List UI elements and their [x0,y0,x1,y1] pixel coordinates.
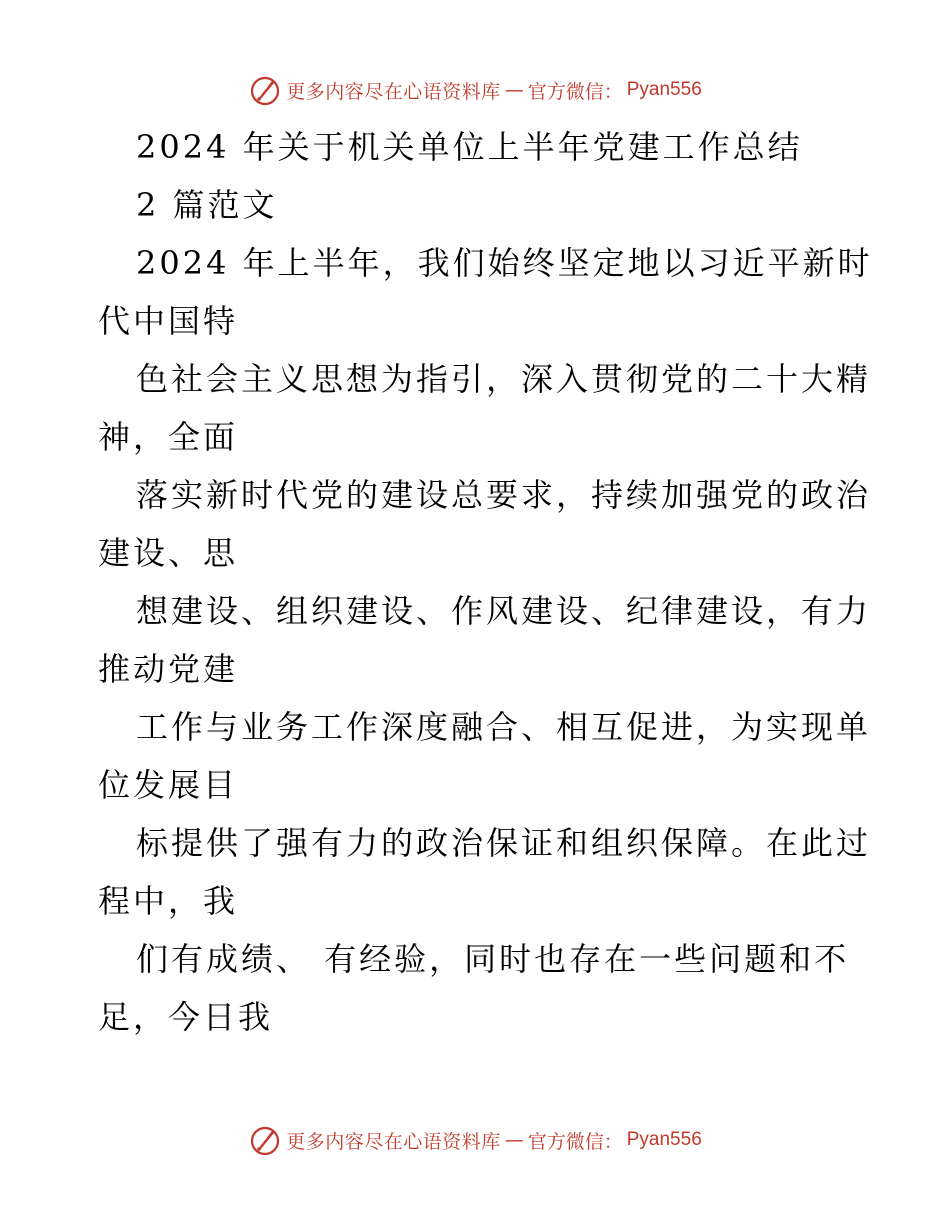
watermark-footer-inner [248,1123,702,1157]
watermark-header [0,70,950,110]
document-line: 代中国特 [98,302,239,340]
watermark-site-text: 更多内容尽在心语资料库 [286,1130,501,1153]
document-line: 2024 年上半年，我们始终坚定地以习近平新时 [136,244,873,282]
document-line: 2 篇范文 [136,186,278,224]
watermark-separator: — [504,79,524,101]
document-line: 2024 年关于机关单位上半年党建工作总结 [136,128,803,166]
document-line: 位发展目 [98,766,239,804]
document-line: 们有成绩、 有经验，同时也存在一些问题和不 [136,940,850,978]
document-line: 落实新时代党的建设总要求，持续加强党的政治 [136,476,872,514]
quill-logo-icon [248,1123,282,1157]
watermark-wechat-label: 官方微信： [527,80,623,103]
document-line: 标提供了强有力的政治保证和组织保障。在此过 [136,824,872,862]
document-line: 想建设、组织建设、作风建设、纪律建设，有力 [136,592,872,630]
document-line: 推动党建 [98,650,239,688]
document-line: 足，今日我 [98,998,274,1036]
quill-logo-icon [248,73,282,107]
watermark-header-inner [248,73,702,107]
document-line: 建设、思 [98,534,239,572]
watermark-site-text: 更多内容尽在心语资料库 [286,80,501,103]
document-line: 工作与业务工作深度融合、相互促进，为实现单 [136,708,872,746]
watermark-footer [0,1120,950,1160]
watermark-wechat-id: Pyan556 [626,1129,702,1150]
document-line: 程中，我 [98,882,239,920]
document-body [98,118,873,1046]
document-line: 神，全面 [98,418,239,456]
watermark-wechat-id: Pyan556 [626,79,702,100]
document-line: 色社会主义思想为指引，深入贯彻党的二十大精 [136,360,872,398]
watermark-wechat-label: 官方微信： [527,1130,623,1153]
watermark-separator: — [504,1129,524,1151]
